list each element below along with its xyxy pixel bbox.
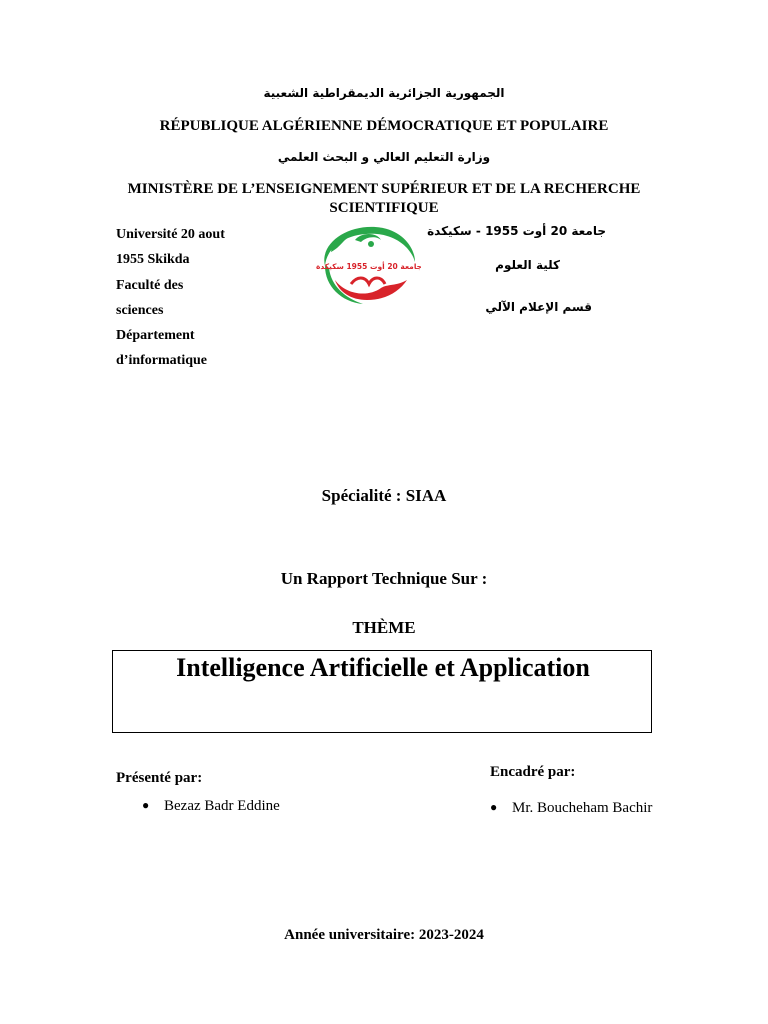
- institution-fr-line3: Faculté des: [116, 277, 184, 293]
- bullet-icon: ●: [490, 800, 498, 814]
- institution-fr-line4: sciences: [116, 302, 164, 318]
- theme-title: Intelligence Artificielle et Application: [176, 653, 590, 682]
- institution-fr-line1: Université 20 aout: [116, 227, 225, 242]
- logo-text: جامعة 20 أوت 1955 سكيكدة: [315, 262, 421, 271]
- theme-box: [112, 650, 652, 733]
- theme-label: THÈME: [352, 618, 416, 637]
- supervised-by-item: [490, 800, 652, 817]
- institution-fr-line2: 1955 Skikda: [116, 252, 190, 268]
- university-logo-icon: [311, 222, 421, 306]
- institution-ar-university: جامعة 20 أوت 1955 - سكيكدة: [427, 224, 606, 238]
- academic-year: Année universitaire: 2023-2024: [284, 927, 484, 943]
- supervised-by-name: Mr. Boucheham Bachir: [512, 800, 653, 816]
- presented-by-label: Présenté par:: [116, 770, 203, 786]
- french-ministry-title: [0, 180, 768, 218]
- supervised-by-label: Encadré par:: [490, 764, 576, 780]
- arabic-ministry-title: وزارة التعليم العالي و البحث العلمي: [277, 150, 491, 164]
- university-logo: [311, 222, 421, 306]
- institution-ar-department: قسم الإعلام الآلي: [485, 300, 592, 314]
- institution-fr-line5: Département: [116, 328, 195, 344]
- french-republic-title: RÉPUBLIQUE ALGÉRIENNE DÉMOCRATIQUE ET POPULAIRE: [159, 118, 609, 134]
- institution-ar-faculty: كلية العلوم: [495, 258, 560, 272]
- french-ministry-line2: SCIENTIFIQUE: [329, 200, 439, 216]
- presented-by-name: Bezaz Badr Eddine: [164, 798, 280, 814]
- presented-by-item: [142, 798, 280, 815]
- institution-french-block: [116, 222, 266, 374]
- institution-fr-line6: d’informatique: [116, 353, 207, 369]
- specialite: Spécialité : SIAA: [321, 486, 447, 505]
- bullet-icon: ●: [142, 798, 150, 812]
- french-ministry-line1: MINISTÈRE DE L’ENSEIGNEMENT SUPÉRIEUR ET DE LA RECHERCHE: [127, 181, 641, 197]
- report-type: Un Rapport Technique Sur :: [280, 569, 488, 588]
- arabic-republic-title: الجمهورية الجزائرية الديمقراطية الشعبية: [263, 86, 505, 100]
